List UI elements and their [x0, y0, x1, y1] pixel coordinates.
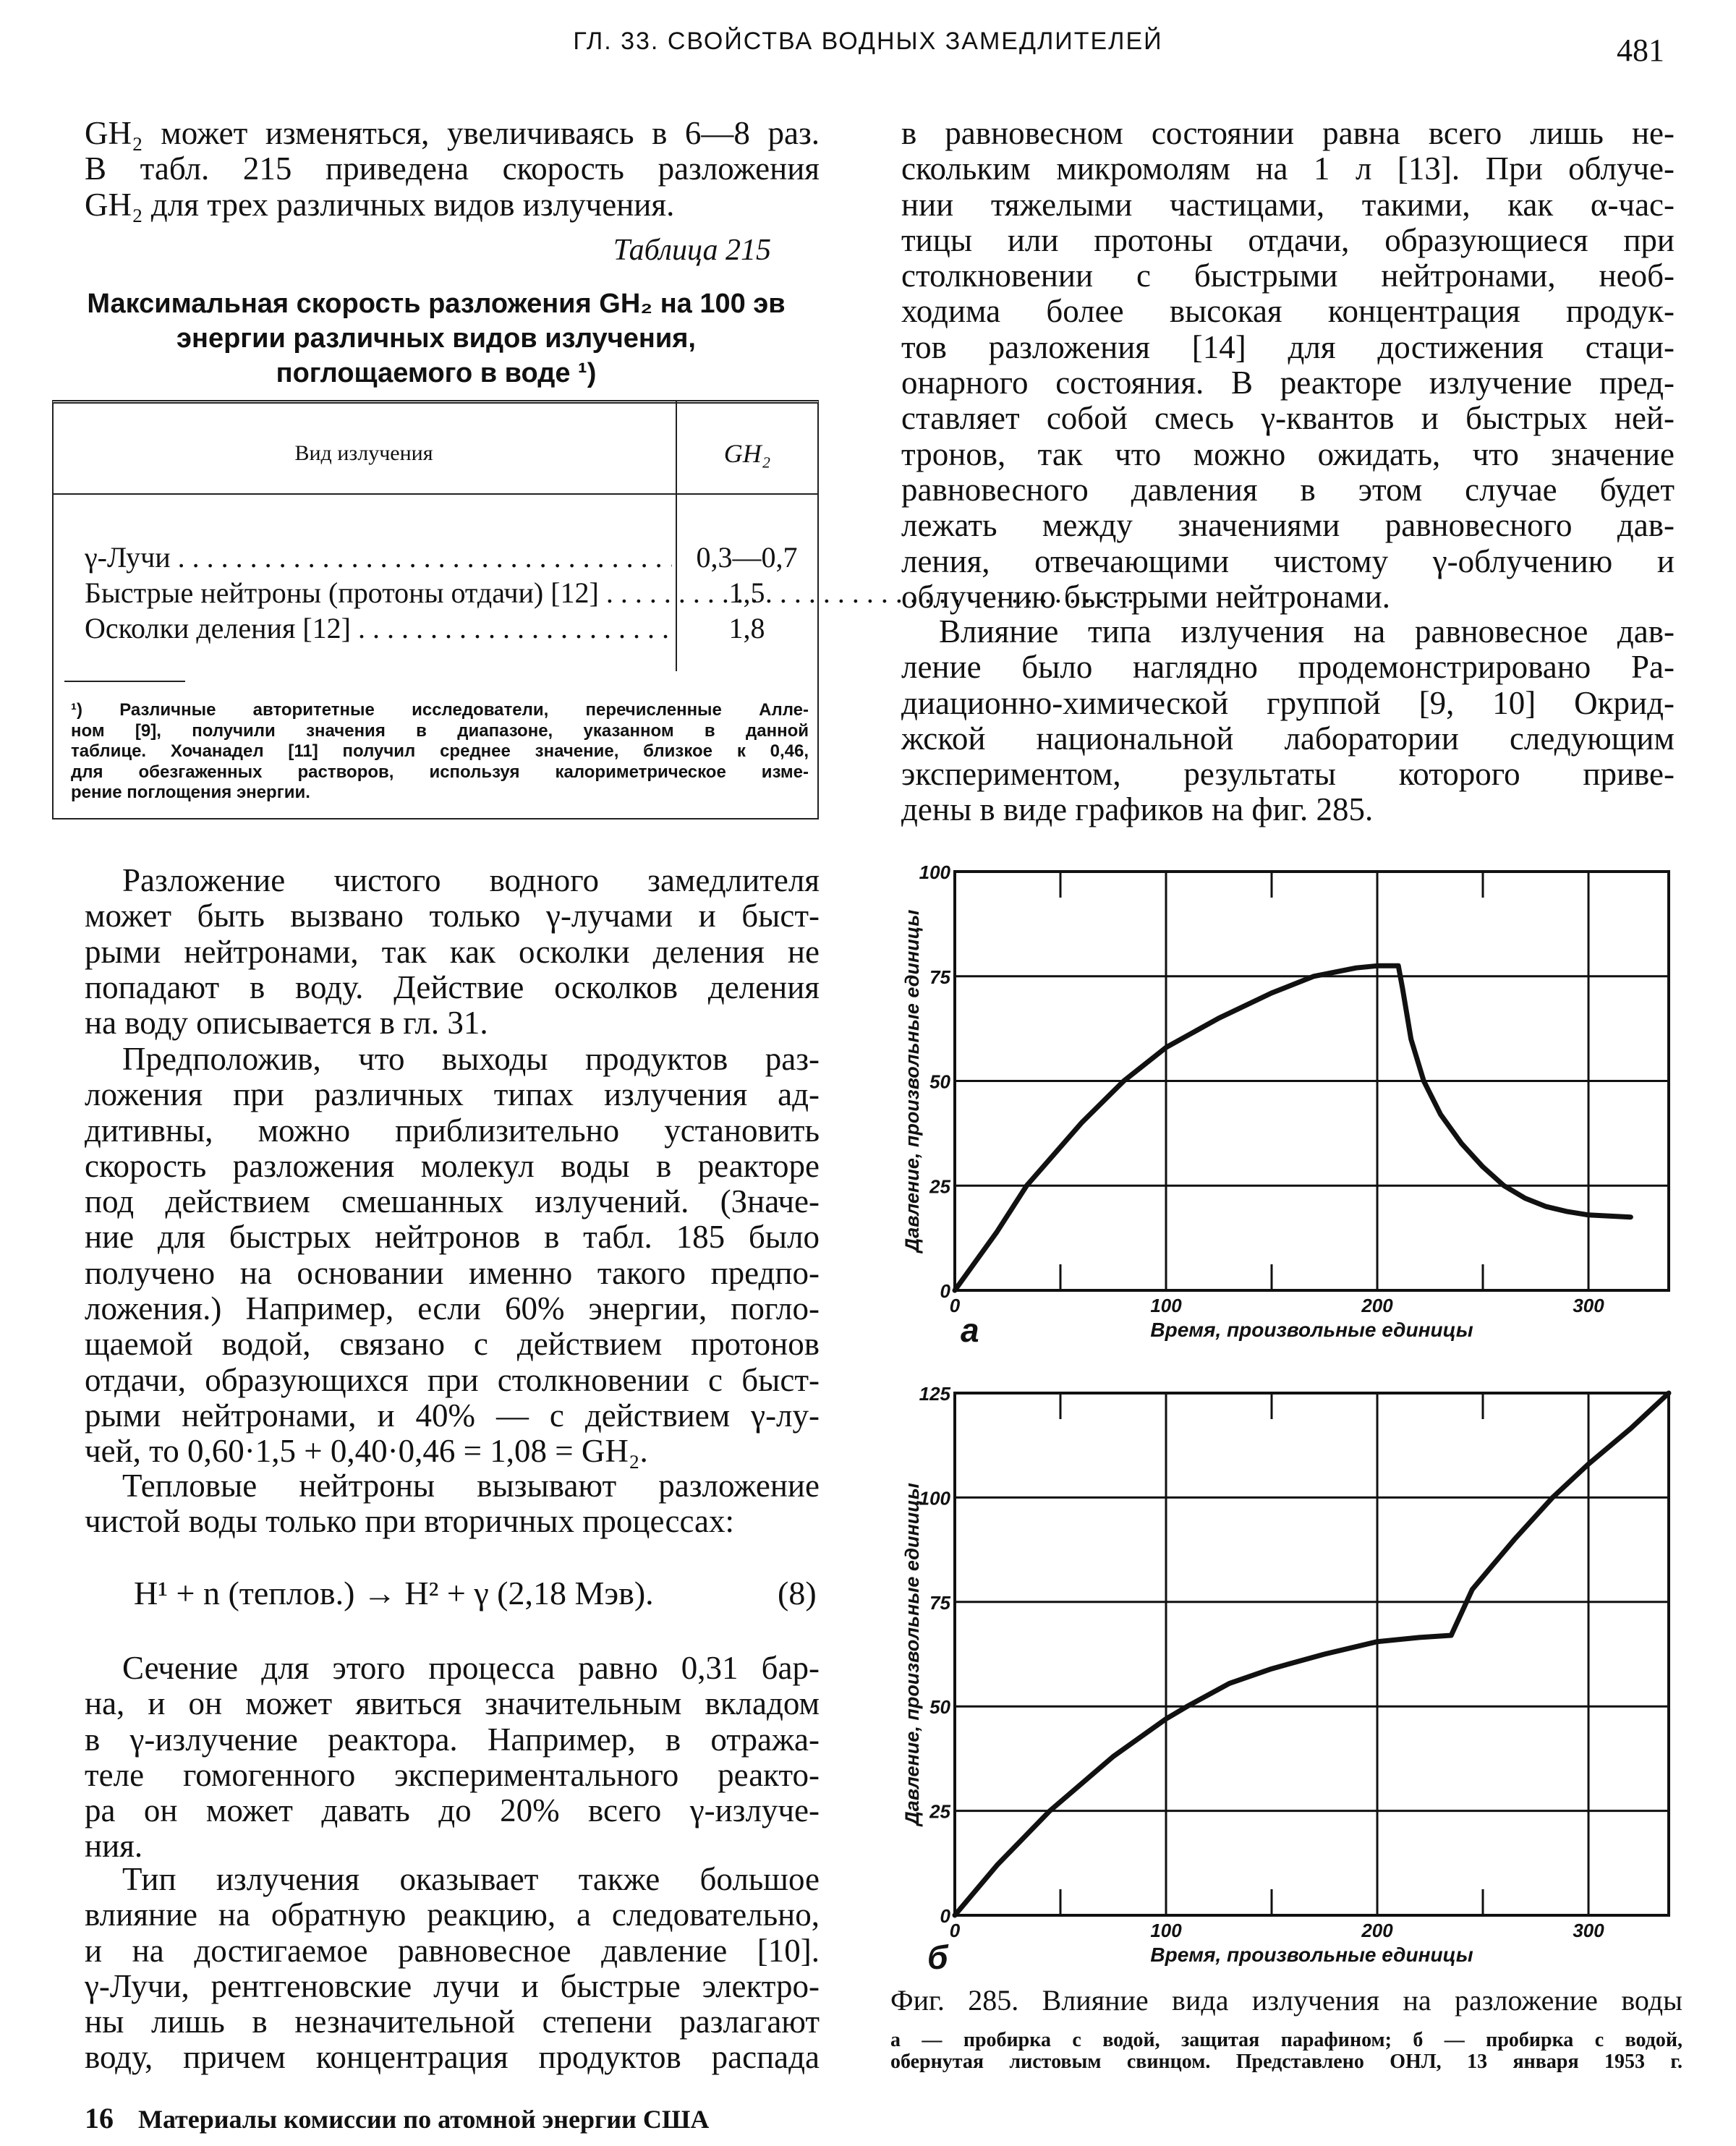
- text-line: скорость разложения молекул воды в реакторе: [85, 1147, 820, 1184]
- text-line: нии тяжелыми частицами, такими, как α-час-: [901, 186, 1675, 223]
- x-tick-label: 100: [1150, 1295, 1182, 1316]
- text-line: чей, то 0,60·1,5 + 0,40·0,46 = 1,08 = GH₂.: [85, 1433, 648, 1470]
- data-series-line: [955, 1393, 1669, 1915]
- plot-frame: [955, 1393, 1669, 1915]
- text-line: Влияние типа излучения на равновесное дав-: [939, 613, 1675, 650]
- equation-number: (8): [778, 1575, 817, 1611]
- chart-0: [901, 861, 1669, 1349]
- text-line: тицы или протоны отдачи, образующиеся при: [901, 221, 1675, 258]
- text-line: под действием смешанных излучений. (Значе-: [85, 1183, 820, 1220]
- signature-number: 16: [85, 2102, 114, 2134]
- table-title-line: поглощаемого в воде ¹): [276, 358, 597, 388]
- y-axis-title: Давление, произвольные единицы: [901, 1483, 923, 1826]
- text-line: рыми нейтронами, так как осколки деления не: [85, 933, 820, 970]
- text-line: ¹) Различные авторитетные исследователи, перечисленные Алле-: [71, 700, 809, 720]
- text-line: воду, причем концентрация продуктов распада: [85, 2039, 820, 2076]
- text-line: чистой воды только при вторичных процессах:: [85, 1503, 735, 1540]
- equation: H¹ + n (теплов.) → H² + γ (2,18 Мэв).: [134, 1575, 654, 1611]
- text-line: ние для быстрых нейтронов в табл. 185 было: [85, 1219, 820, 1256]
- text-line: Тепловые нейтроны вызывают разложение: [122, 1468, 820, 1504]
- text-line: онарного состояния. В реакторе излучение пред-: [901, 365, 1675, 401]
- row-label: Осколки деления [12] . . .: [85, 611, 672, 647]
- x-tick-label: 200: [1361, 1295, 1393, 1316]
- row-value: 1,8: [728, 612, 765, 644]
- text-line: ходима более высокая концентрация продук-: [901, 293, 1675, 330]
- x-axis-title: Время, произвольные единицы: [1150, 1319, 1473, 1341]
- column-header-g-h2: GH₂: [723, 439, 771, 468]
- table-title-line: Максимальная скорость разложения GH₂ на 100 эв: [87, 289, 786, 319]
- text-line: в γ-излучение реактора. Например, в отража-: [85, 1721, 820, 1758]
- text-line: Разложение чистого водного замедлителя: [122, 862, 820, 898]
- text-line: столкновении с быстрыми нейтронами, необ-: [901, 257, 1675, 294]
- y-tick-label: 100: [919, 1487, 950, 1510]
- text-line: равновесного давления в этом случае будет: [901, 471, 1675, 508]
- text-line: GH₂ для трех различных видов излучения.: [85, 186, 675, 223]
- y-tick-label: 50: [929, 1070, 950, 1093]
- column-header-radiation-type: Вид излучения: [294, 441, 433, 465]
- text-line: на, и он может явиться значительным вкладом: [85, 1685, 820, 1722]
- x-tick-label: 300: [1573, 1295, 1604, 1316]
- row-value: 1,5: [728, 576, 765, 609]
- text-line: может быть вызвано только γ-лучами и быст-: [85, 898, 820, 934]
- text-line: В табл. 215 приведена скорость разложения: [85, 150, 820, 187]
- x-tick-label: 200: [1361, 1920, 1393, 1941]
- panel-label: а: [961, 1311, 979, 1349]
- x-tick-label: 100: [1150, 1920, 1182, 1941]
- data-series-line: [955, 966, 1630, 1290]
- text-line: тов разложения [14] для достижения стаци-: [901, 328, 1675, 365]
- text-line: γ-Лучи, рентгеновские лучи и быстрые электро-: [85, 1967, 820, 2004]
- text-line: GH₂ может изменяться, увеличиваясь в 6—8 раз.: [85, 115, 820, 151]
- text-line: облучению быстрыми нейтронами.: [901, 578, 1390, 615]
- text-line: ления, отвечающими чистому γ-облучению и: [901, 542, 1675, 579]
- text-line: скольким микромолям на 1 л [13]. При облуче-: [901, 150, 1675, 187]
- text-line: в равновесном состоянии равна всего лишь не-: [901, 115, 1675, 151]
- text-line: дитивны, можно приблизительно установить: [85, 1112, 820, 1149]
- table-title-line: энергии различных видов излучения,: [176, 323, 696, 354]
- y-tick-label: 75: [929, 1591, 950, 1614]
- y-tick-label: 100: [919, 861, 950, 883]
- text-line: отдачи, образующихся при столкновении с быст-: [85, 1361, 820, 1398]
- subcaption-line: обернутая листовым свинцом. Представлено ОНЛ, 13 января 1953 г.: [890, 2051, 1682, 2073]
- text-line: ставляет собой смесь γ-квантов и быстрых ней-: [901, 400, 1675, 437]
- text-line: на воду описывается в гл. 31.: [85, 1005, 488, 1042]
- text-line: жской национальной лаборатории следующим: [901, 720, 1675, 757]
- row-value: 0,3—0,7: [696, 541, 798, 574]
- page-footer: [85, 2101, 709, 2135]
- text-line: ния.: [85, 1828, 143, 1865]
- text-line: ложения.) Например, если 60% энергии, погло-: [85, 1290, 820, 1327]
- text-line: теле гомогенного экспериментального реакто-: [85, 1756, 820, 1793]
- text-line: рение поглощения энергии.: [71, 783, 310, 802]
- row-label: γ-Лучи . . .: [85, 540, 672, 576]
- figure-subcaption: [890, 2030, 1682, 2073]
- text-line: тронов, так что можно ожидать, что значение: [901, 435, 1675, 472]
- text-line: Тип излучения оказывает также большое: [122, 1861, 820, 1897]
- chart-1: [901, 1383, 1669, 1976]
- y-tick-label: 25: [929, 1175, 950, 1198]
- table-number: Таблица 215: [613, 234, 771, 267]
- text-line: для обезгаженных растворов, используя калориметрическое изме-: [71, 762, 809, 782]
- text-line: ра он может давать до 20% всего γ-излуче-: [85, 1792, 820, 1829]
- text-line: ление было наглядно продемонстрировано Ра-: [901, 649, 1675, 686]
- text-line: ны лишь в незначительной степени разлагают: [85, 2004, 820, 2040]
- text-line: и на достигаемое равновесное давление [10].: [85, 1932, 820, 1969]
- text-line: попадают в воду. Действие осколков деления: [85, 968, 820, 1005]
- page-number: 481: [1617, 33, 1664, 68]
- subcaption-line: а — пробирка с водой, защитая парафином; б — пробирка с водой,: [890, 2029, 1682, 2051]
- footer-text: Материалы комиссии по атомной энергии США: [138, 2105, 710, 2134]
- row-label: Быстрые нейтроны (протоны отдачи) [12] . . .: [85, 576, 672, 611]
- text-line: влияние на обратную реакцию, а следовательно,: [85, 1896, 820, 1933]
- y-tick-label: 125: [919, 1383, 950, 1405]
- y-tick-label: 0: [940, 1280, 950, 1302]
- text-line: Сечение для этого процесса равно 0,31 бар-: [122, 1650, 820, 1686]
- text-line: лежать между значениями равновесного дав-: [901, 507, 1675, 544]
- y-tick-label: 75: [929, 966, 950, 988]
- x-tick-label: 0: [949, 1295, 961, 1316]
- x-axis-title: Время, произвольные единицы: [1150, 1943, 1473, 1966]
- text-line: щаемой водой, связано с действием протонов: [85, 1326, 820, 1363]
- running-title: ГЛ. 33. СВОЙСТВА ВОДНЫХ ЗАМЕДЛИТЕЛЕЙ: [573, 27, 1163, 55]
- figure-caption: Фиг. 285. Влияние вида излучения на разложение воды: [890, 1984, 1682, 2017]
- y-tick-label: 25: [929, 1800, 950, 1823]
- x-tick-label: 300: [1573, 1920, 1604, 1941]
- text-line: Предположив, что выходы продуктов раз-: [122, 1041, 820, 1077]
- x-tick-label: 0: [949, 1920, 961, 1941]
- text-line: экспериментом, результаты которого приве-: [901, 756, 1675, 793]
- panel-label: б: [927, 1938, 948, 1976]
- y-tick-label: 0: [940, 1905, 950, 1927]
- text-line: дены в виде графиков на фиг. 285.: [901, 791, 1374, 828]
- text-line: получено на основании именно такого предпо-: [85, 1254, 820, 1291]
- text-line: рыми нейтронами, и 40% — с действием γ-лу-: [85, 1397, 820, 1434]
- text-line: ном [9], получили значения в диапазоне, указанном в данной: [71, 720, 809, 741]
- text-line: таблице. Хочанадел [11] получил среднее значение, близкое к 0,46,: [71, 741, 809, 761]
- y-axis-title: Давление, произвольные единицы: [901, 909, 923, 1253]
- y-tick-label: 50: [929, 1696, 950, 1719]
- text-line: ложения при различных типах излучения ад-: [85, 1076, 820, 1113]
- text-line: диационно-химической группой [9, 10] Окрид-: [901, 684, 1675, 721]
